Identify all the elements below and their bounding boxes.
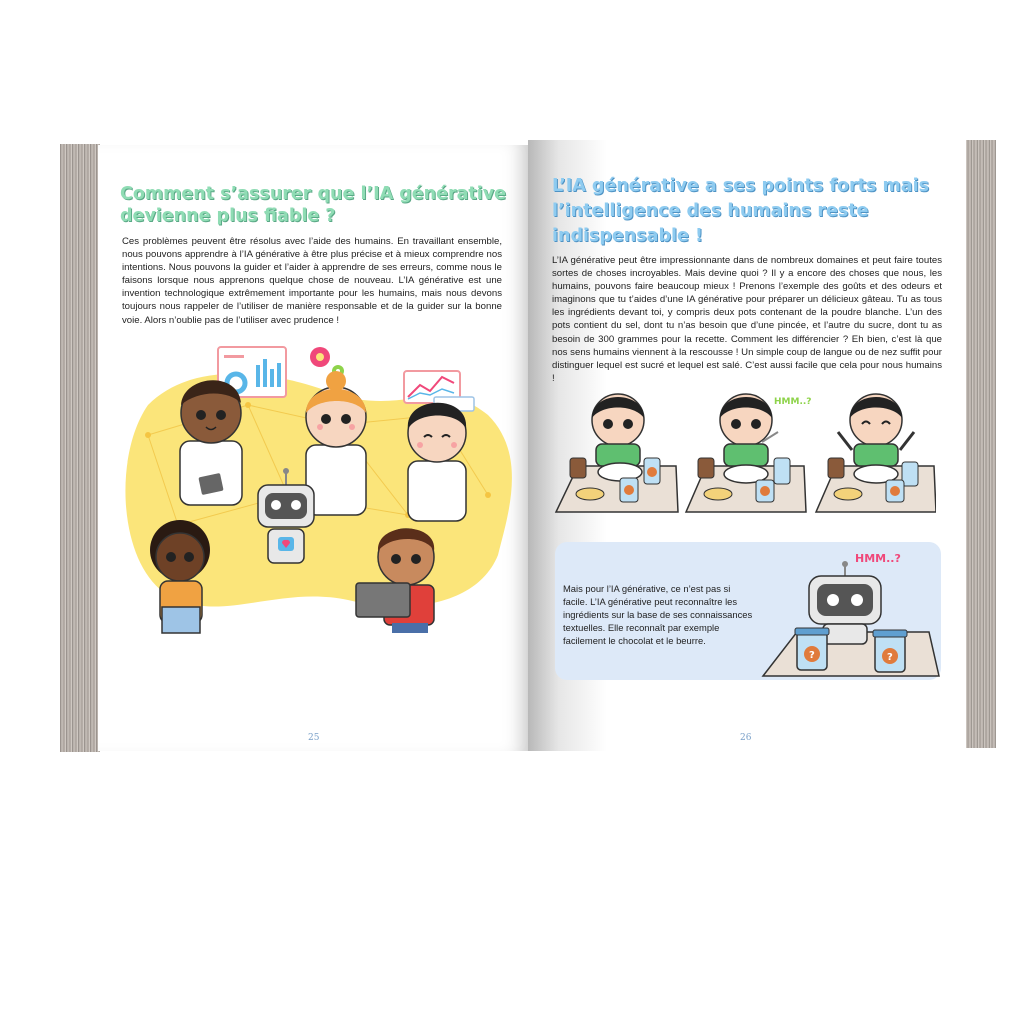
book-page-edges-left	[60, 144, 100, 752]
scene-2-boy-tasting	[686, 394, 806, 512]
scientist-man-figure	[408, 403, 466, 521]
jar-right-mark: ?	[887, 652, 893, 663]
open-book	[60, 140, 996, 752]
robot-tasting-illustration	[761, 542, 941, 680]
scene-3-boy-happy	[816, 394, 936, 512]
callout-text: Mais pour l’IA générative, ce n’est pas si facile. L’IA générative peut reconnaître les ingrédients sur la base de ses connaissances textuelles. Elle reconnaît par exemple facilement le chocolat et le beurre.	[563, 583, 753, 646]
book-page-edges-right	[966, 140, 996, 748]
right-page	[528, 140, 966, 751]
left-page-title: Comment s’assurer que l’IA générative devienne plus fiable ?	[120, 184, 507, 226]
jar-left	[795, 628, 829, 670]
jar-right	[873, 630, 907, 672]
left-page	[98, 145, 528, 751]
left-page-body: Ces problèmes peuvent être résolus avec l’aide des humains. En travaillant ensemble, nous pouvons apprendre à l’IA générative à être plus précise et à mieux comprendre nos intentions. Nous pouvons la guider et l’aider à apprendre de ses erreurs, comme nous le faisons lorsque nous apprenons quelque chose de nouveau. L’IA générative est une invention technologique extrêmement importante pour les humains, mais nous devons toujours nous rappeler de l’utiliser de manière responsable et de la guider sur la bonne voie. Alors n’oublie pas de l’utiliser avec prudence !	[122, 236, 502, 326]
tasting-scenes-illustration	[552, 392, 936, 516]
scientist-boy-figure	[180, 380, 242, 505]
jar-left-mark: ?	[809, 650, 815, 661]
right-page-title: L’IA générative a ses points forts mais l’intelligence des humains reste indispensable !	[552, 176, 929, 246]
scene-hmm-label: HMM..?	[774, 397, 812, 407]
left-page-number: 25	[308, 733, 320, 743]
callout-hmm-label: HMM..?	[855, 552, 901, 565]
scene-1-boy-tasting	[556, 394, 678, 512]
team-illustration	[108, 345, 518, 635]
right-page-body: L’IA générative peut être impressionnante dans de nombreux domaines et peut faire toutes sortes de choses incroyables. Mais devine quoi ? Il y a encore des choses que nous, les humains, pouvons faire beaucoup mieux ! Prenons l’exemple des goûts et des odeurs et imaginons que tu t’aides d’une IA générative pour préparer un délicieux gâteau. Tu as tous les ingrédients devant toi, y compris deux pots contenant de la poudre blanche. L’un des pots contient du sel, dont tu n’as besoin que d’une pincée, et l’autre du sucre, dont tu as besoin de 300 grammes pour la recette. Comment les différencier ? Eh bien, c’est là que nos sens humains viennent à la rescousse ! Un simple coup de langue ou de nez suffit pour distinguer lequel est sucré et lequel est salé. C’est aussi facile que cela pour nous humains !	[552, 255, 942, 384]
robot-callout-box	[555, 542, 941, 680]
right-page-number: 26	[740, 733, 752, 743]
